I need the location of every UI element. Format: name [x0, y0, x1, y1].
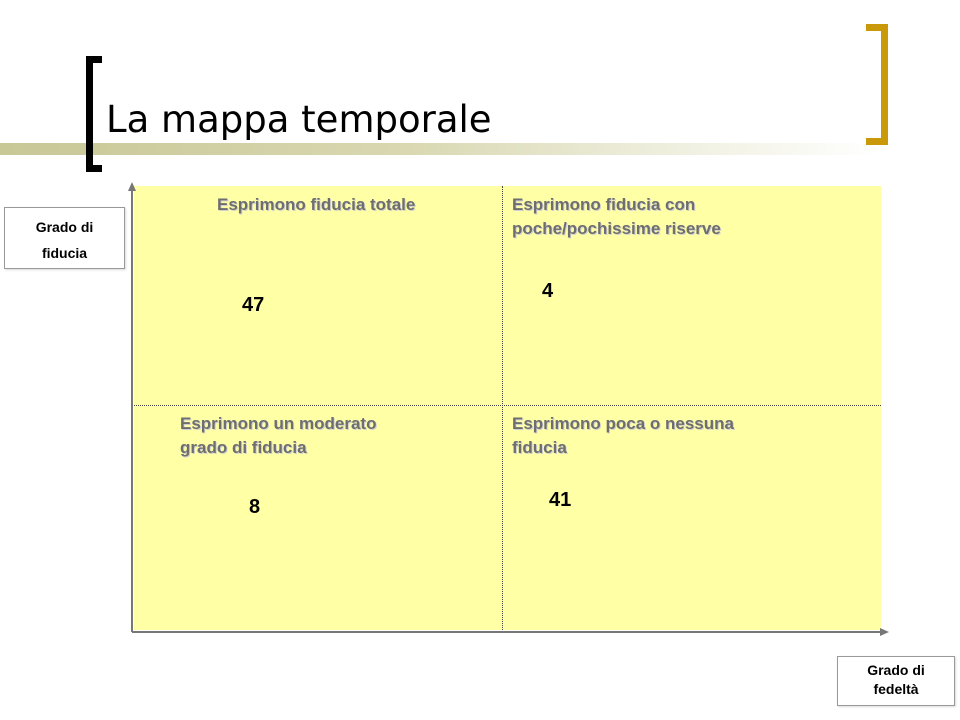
y-axis-label-line2: fiducia [41, 245, 88, 261]
title-underline-band [0, 143, 880, 155]
quadrant-top-right-label-line1: Esprimono fiducia con [512, 195, 696, 214]
y-axis-label-line1: Grado di [35, 219, 94, 235]
right-bracket-decoration [866, 24, 888, 145]
quadrant-top-left-value: 47 [242, 294, 265, 316]
quadrant-bottom-left-value: 8 [249, 496, 261, 518]
x-axis-label-line2: fedeltà [873, 681, 919, 697]
y-axis-arrow-icon [128, 182, 136, 191]
x-axis-label-box [837, 656, 955, 706]
left-bracket-decoration [86, 56, 102, 172]
quadrant-top-right-label-line2: poche/pochissime riserve [512, 219, 721, 238]
y-axis-label-box [4, 207, 125, 269]
quadrant-bottom-left-label [180, 412, 376, 460]
quadrant-top-right-label [512, 193, 721, 241]
slide-title: La mappa temporale [106, 98, 492, 141]
axes [122, 180, 894, 642]
quadrant-bottom-left-label-line2: grado di fiducia [180, 438, 307, 457]
quadrant-bottom-right-label-line2: fiducia [512, 438, 567, 457]
quadrant-bottom-right-label [512, 412, 734, 460]
x-axis-label-line1: Grado di [867, 662, 925, 678]
x-axis-arrow-icon [880, 628, 889, 636]
quadrant-top-right-value: 4 [542, 280, 554, 302]
quadrant-top-left-label-line1: Esprimono fiducia totale [217, 195, 416, 214]
quadrant-top-left-label [217, 193, 415, 217]
quadrant-bottom-left-label-line1: Esprimono un moderato [180, 414, 377, 433]
quadrant-bottom-right-label-line1: Esprimono poca o nessuna [512, 414, 734, 433]
quadrant-bottom-right-value: 41 [549, 489, 572, 511]
